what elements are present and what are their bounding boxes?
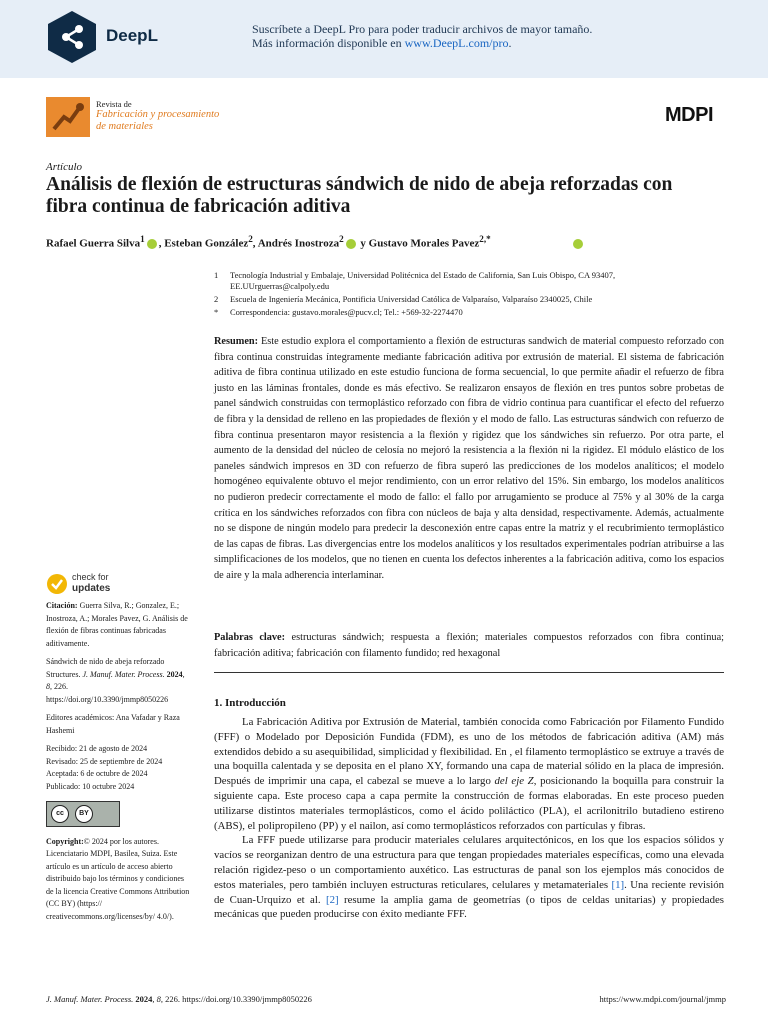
deepl-brand: DeepL <box>106 26 158 45</box>
orcid-icon[interactable] <box>573 239 583 249</box>
mdpi-logo: MDPI <box>665 104 713 126</box>
paragraph: La FFF puede utilizarse para producir materiales celulares arquitectónicos, en los que los espacios sólidos y vacíos se reorganizan dentro de una estructura para que tengan propiedades materiales específicas, como una elevada relación rigidez-peso o un comportamiento auxético. Las estructuras de panal son los ejemplos más conocidos de estos materiales, pero también incluyen estructuras reticulares, celulares y metamateriales [1]. Una reciente revisión de Cuan-Urquizo et al. [2] resume la amplia gama de geometrías (o tipos de celdas unitarias) y propiedades mecánicas que pueden producirse con éxito mediante FFF. <box>214 834 724 921</box>
check-for-updates-button[interactable]: check for updates <box>46 571 166 597</box>
keywords: Palabras clave: estructuras sándwich; respuesta a flexión; materiales compuestos reforzados con fibra continua; fabricación aditiva; fabricación con filamento fundido; red hexagonal <box>214 632 725 659</box>
author-name: Esteban González <box>164 237 249 250</box>
citation: Citación: Guerra Silva, R.; Gonzalez, E.; Inostroza, A.; Morales Pavez, G. Análisis de flexión de fibras continuas fabricadas aditivamente. <box>46 601 188 648</box>
orcid-icon[interactable] <box>346 239 356 249</box>
by-icon: BY <box>75 805 93 823</box>
reference-link[interactable]: [1] <box>611 878 625 891</box>
affiliation-item: * Correspondencia: gustavo.morales@pucv.cl; Tel.: +569-32-2274470 <box>214 307 463 317</box>
abstract: Resumen: Este estudio explora el comportamiento a flexión de estructuras sandwich de material compuesto reforzado con fibra continua construidas íntegramente mediante fabricación aditiva por extrusión de material. El sistema de fabricación aditiva de fibra continua utilizado en este estudio funciona de forma secuencial, lo que permite añadir el refuerzo de fibra justo en las láminas frontales, donde es más efectivo. Se realizaron ensayos de flexión en tres puntos sobre probetas de panel sándwich construidas con termoplástico reforzado con fibra de vidrio continua para cuantificar el efecto del refuerzo de fibra y la densidad de relleno en las propiedades de flexión y el modo de fallo. Las estructuras sándwich con refuerzo de fibra continua presentaron mayor resistencia a la flexión y rigidez que los sándwiches sin refuerzo. Por otra parte, el aumento de la densidad del núcleo de celosía no mejoró la resistencia a la flexión ni la rigidez. El módulo elástico de los paneles sándwich impresos en 3D con refuerzo de fibra superó las predicciones de los modelos analíticos; el modelo homogéneo equivalente obtuvo el mejor rendimiento, con un error relativo del 15%. Sin embargo, los modelos analíticos no pudieron predecir correctamente el modo de fallo: el fallo por arrugamiento se produce al 75% y al 30% de la carga crítica en los sándwiches reforzados con fibra con núcleos de baja y alta densidad, respectivamente. Además, actualmente no se dispone de ningún modelo para predecir la desconexión entre capas entre la matriz y el recubrimiento termoplástico de las capas de fibras. Las divergencias entre los modelos analíticos y los resultados experimentales podrían atribuirse a las simplificaciones de los modelos, que no tienen en cuenta los defectos inherentes a la fabricación aditiva, como los espacios de aire y la mala adherencia interlaminar. <box>214 336 725 581</box>
deepl-banner <box>0 0 768 78</box>
affiliation-item: 1 Tecnología Industrial y Embalaje, Universidad Politécnica del Estado de California, San Luis Obispo, CA 93407, EE.UUrguerras@calpoly.edu <box>214 270 616 291</box>
orcid-icon[interactable] <box>147 239 157 249</box>
dates: Recibido: 21 de agosto de 2024 Revisado: 25 de septiembre de 2024 Aceptada: 6 de octubre de 2024 Publicado: 10 octubre 2024 <box>46 744 163 791</box>
copyright: Copyright:© 2024 por los autores. Licenciatario MDPI, Basilea, Suiza. Este artículo es un artículo de acceso abierto distribuido bajo los términos y condiciones de la licencia Creative Commons Attribution (CC BY) (https:// creativecommons.org/licenses/by/ 4.0/). <box>46 836 190 921</box>
introduction-text <box>214 715 724 922</box>
reference-link[interactable]: [2] <box>325 893 339 906</box>
author-name: Rafael Guerra Silva <box>46 237 141 250</box>
check-icon <box>46 573 68 595</box>
deepl-pro-link[interactable]: www.DeepL.com/pro <box>404 36 509 50</box>
journal-url[interactable]: https://www.mdpi.com/journal/jmmp <box>599 994 726 1004</box>
affiliations <box>214 270 714 320</box>
footer-citation: J. Manuf. Mater. Process. 2024, 8, 226. https://doi.org/10.3390/jmmp8050226 <box>46 994 312 1004</box>
author-name: Andrés Inostroza <box>257 237 340 250</box>
journal-name: Fabricación y procesamiento de materiales <box>96 109 220 132</box>
author-list: Rafael Guerra Silva$^1$ , Esteban González$^2$, Andrés Inostroza$^2$ y Gustavo Morales Pavez$^{2,*}$ <box>46 234 726 250</box>
page-footer <box>46 994 726 1004</box>
citation-continued: Sándwich de nido de abeja reforzado Structures. J. Manuf. Mater. Process. 2024, 8, 226. https://doi.org/10.3390/jmmp8050226 <box>46 657 185 704</box>
deepl-promo-text: Suscríbete a DeepL Pro para poder traducir archivos de mayor tamaño. Más información disponible en www.DeepL.com/pro. <box>252 22 593 50</box>
affiliation-item: 2 Escuela de Ingeniería Mecánica, Pontificia Universidad Católica de Valparaíso, Valparaíso 2340025, Chile <box>214 294 593 304</box>
deepl-logo-icon <box>46 10 98 66</box>
section-heading: 1. Introducción <box>214 697 286 709</box>
paragraph: La Fabricación Aditiva por Extrusión de Material, también conocida como Fabricación por Filamento Fundido (FFF) o Modelado por Deposición Fundida (FDM), es uno de los métodos de fabricación aditiva (AM) más extendidos debido a su asequibilidad, simplicidad y flexibilidad. En , el filamento termoplástico se extruye a través de una boquilla calentada y se deposita en el plano XY, formando una capa de material sólido en la placa de impresión. Después de imprimir una capa, el cabezal se mueve a lo largo del eje Z, posicionando la boquilla para construir la siguiente capa. Este proceso capa a capa permite la construcción de formas elaboradas. En este proceso pueden utilizarse distintos materiales termoplásticos, como el ácido poliláctico (PLA), el acrilonitrilo butadieno estireno (ABS), el polipropileno (PP) y el nailon, así como termoplásticos reforzados con partículas y fibras. <box>214 716 724 832</box>
article-title: Análisis de flexión de estructuras sándwich de nido de abeja reforzadas con fibra continua de fabricación aditiva <box>46 174 673 217</box>
cc-by-license-badge[interactable] <box>46 801 120 827</box>
article-sidebar <box>46 600 191 929</box>
journal-kicker: Revista de <box>96 99 132 109</box>
cc-icon: cc <box>51 805 69 823</box>
article-type: Artículo <box>46 161 83 173</box>
author-name: Gustavo Morales Pavez <box>368 237 480 250</box>
academic-editors: Editores académicos: Ana Vafadar y Raza Hashemi <box>46 713 180 735</box>
journal-logo-icon <box>46 97 90 137</box>
divider <box>214 672 724 673</box>
